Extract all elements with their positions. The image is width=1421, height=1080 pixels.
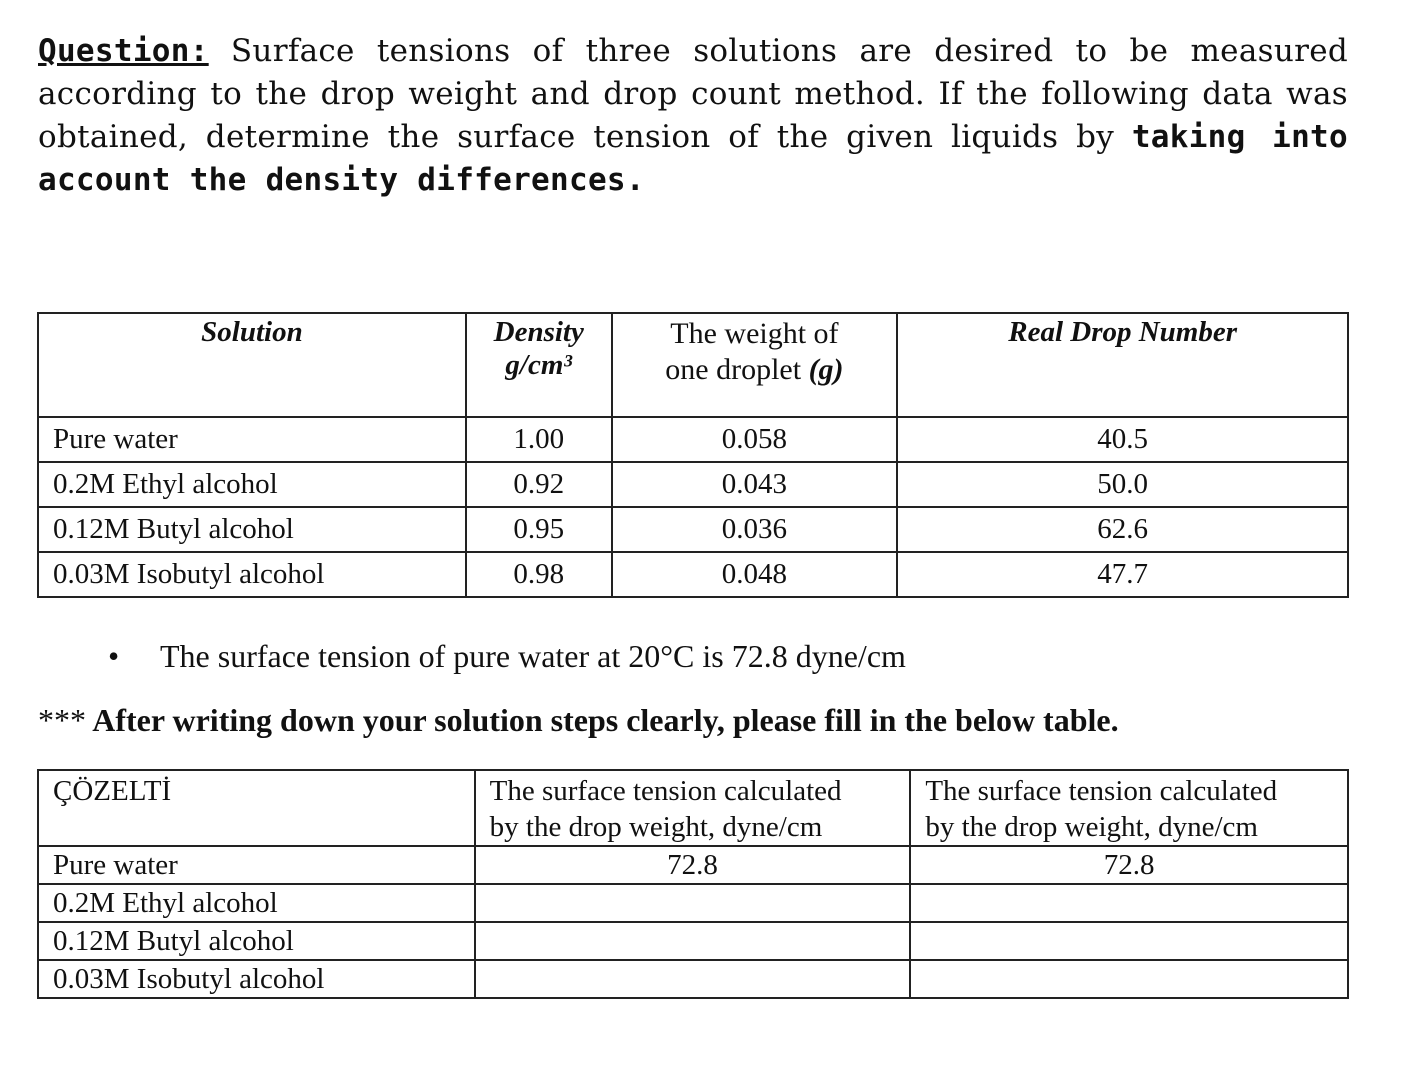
row-drops: 47.7 [897, 552, 1348, 597]
instruction-body: After writing down your solution steps clearly, please fill in the below table. [86, 702, 1119, 738]
row-solution: 0.2M Ethyl alcohol [38, 462, 466, 507]
header-weight-line2 [613, 352, 897, 388]
header-density [466, 313, 612, 417]
result-table-header [38, 770, 1348, 846]
instruction-stars: *** [38, 702, 86, 738]
row-weight: 0.048 [612, 552, 898, 597]
result-table [37, 769, 1349, 999]
row-drops: 40.5 [897, 417, 1348, 462]
table-row [38, 846, 1348, 884]
question-label: Question: [38, 33, 209, 69]
header-weight-line1: The weight of [670, 317, 839, 350]
result-header-col3-line1: The surface tension calculated [925, 775, 1278, 807]
result-header-drop-count [910, 770, 1348, 846]
row-drops: 62.6 [897, 507, 1348, 552]
result-row-col2[interactable] [475, 960, 911, 998]
table-row [38, 507, 1348, 552]
result-row-solution: 0.03M Isobutyl alcohol [38, 960, 475, 998]
table-row [38, 462, 1348, 507]
question-bold-text: taking into account the density differences. [38, 119, 1348, 198]
header-drop-number: Real Drop Number [897, 313, 1348, 417]
row-density: 1.00 [466, 417, 612, 462]
result-row-col2[interactable]: 72.8 [475, 846, 911, 884]
result-row-col2[interactable] [475, 884, 911, 922]
result-header-solution: ÇÖZELTİ [38, 770, 475, 846]
row-weight: 0.058 [612, 417, 898, 462]
result-header-drop-weight [475, 770, 911, 846]
header-density-label: Density [493, 316, 584, 348]
table-row [38, 417, 1348, 462]
table-row [38, 922, 1348, 960]
row-weight: 0.036 [612, 507, 898, 552]
result-row-solution: 0.12M Butyl alcohol [38, 922, 475, 960]
instruction-text [38, 702, 1119, 739]
row-weight: 0.043 [612, 462, 898, 507]
header-density-unit: g/cm³ [505, 349, 573, 381]
row-density: 0.92 [466, 462, 612, 507]
result-header-col3-line2: by the drop weight, dyne/cm [925, 811, 1258, 843]
result-row-solution: Pure water [38, 846, 475, 884]
result-row-col3[interactable] [910, 922, 1348, 960]
row-density: 0.98 [466, 552, 612, 597]
result-header-col2-line1: The surface tension calculated [489, 775, 842, 807]
table-row [38, 960, 1348, 998]
header-weight [612, 313, 898, 417]
water-tension-note [108, 638, 906, 675]
result-row-solution: 0.2M Ethyl alcohol [38, 884, 475, 922]
result-row-col3[interactable]: 72.8 [910, 846, 1348, 884]
row-solution: 0.12M Butyl alcohol [38, 507, 466, 552]
note-text: The surface tension of pure water at 20°C is 72.8 dyne/cm [160, 638, 906, 674]
bullet-icon: • [108, 638, 120, 674]
data-table [37, 312, 1349, 598]
row-solution: 0.03M Isobutyl alcohol [38, 552, 466, 597]
header-weight-unit: (g) [808, 353, 844, 386]
result-header-col2-line2: by the drop weight, dyne/cm [489, 811, 823, 843]
result-row-col3[interactable] [910, 960, 1348, 998]
result-row-col3[interactable] [910, 884, 1348, 922]
table-row [38, 552, 1348, 597]
table-row [38, 884, 1348, 922]
row-solution: Pure water [38, 417, 466, 462]
row-density: 0.95 [466, 507, 612, 552]
header-weight-line2-text: one droplet [665, 353, 809, 386]
question-text: Surface tensions of three solutions are desired to be measured according to the drop weight and drop count method. If the following data was obtained, determine the surface tension of the given liquids by [38, 33, 1348, 155]
header-solution: Solution [38, 313, 466, 417]
result-row-col2[interactable] [475, 922, 911, 960]
row-drops: 50.0 [897, 462, 1348, 507]
data-table-header [38, 313, 1348, 417]
question-paragraph [38, 30, 1348, 202]
